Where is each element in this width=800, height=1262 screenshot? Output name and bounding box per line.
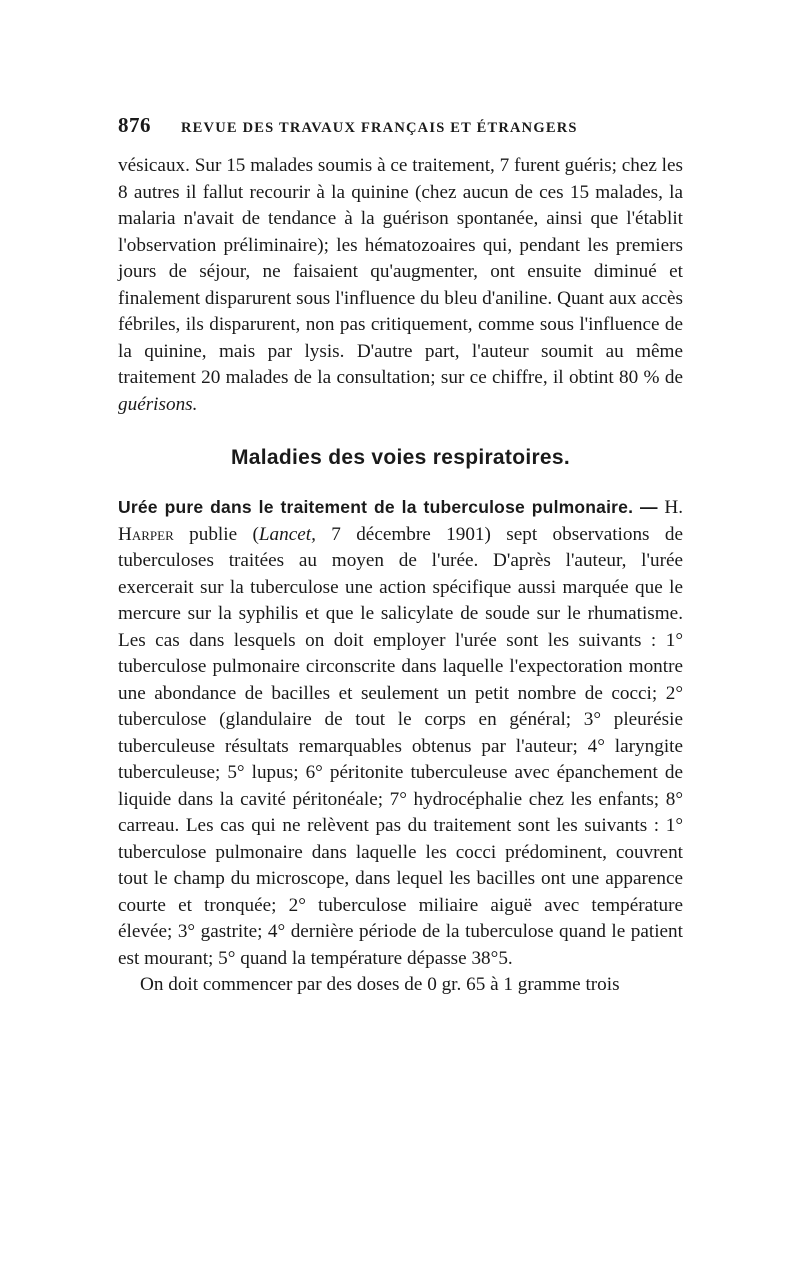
running-title: REVUE DES TRAVAUX FRANÇAIS ET ÉTRANGERS <box>181 120 578 136</box>
emphasis-guerisons: guérisons. <box>118 393 198 415</box>
paragraph-dosage <box>118 972 683 999</box>
article-body: 7 décembre 1901) sept observations de tuberculoses traitées au moyen de l'urée. D'après l'auteur, l'urée exercerait sur la tuberculose une action spécifique aussi marquée que le mercure sur la syphilis et que le salicylate de soude sur le rhumatisme. Les cas dans lesquels on doit employer l'urée sont les suivants : 1° tuberculose pulmonaire circonscrite dans laquelle l'expectoration montre une abondance de bacilles et seulement un petit nombre de cocci; 2° tuberculose (glandulaire de tout le corps en général; 3° pleurésie tuberculeuse résultats remarquables obtenus par l'auteur; 4° laryngite tuberculeuse; 5° lupus; 6° péritonite tuberculeuse avec épanchement de liquide dans la cavité péritonéale; 7° hydrocéphalie chez les enfants; 8° carreau. Les cas qui ne relèvent pas du traitement sont les suivants : 1° tuberculose pulmonaire dans laquelle les cocci prédominent, couvrent tout le champ du microscope, dans lequel les bacilles ont une apparence courte et tronquée; 2° tuberculose miliaire aiguë avec température élevée; 3° gastrite; 4° dernière période de la tuberculose quand le patient est mourant; 5° quand la température dépasse 38°5. <box>118 523 684 969</box>
author-initial: H. <box>664 497 684 518</box>
paragraph-text: vésicaux. Sur 15 malades soumis à ce traitement, 7 furent guéris; chez les 8 autres il fallut recourir à la quinine (chez aucun de ces 15 malades, la malaria n'avait de tendance à la guérison spontanée, ainsi que l'établit l'observation préliminaire); les hématozoaires qui, pendant les premiers jours de séjour, ne faisaient qu'augmenter, ont ensuite diminué et finalement disparurent sous l'influence du bleu d'aniline. Quant aux accès fébriles, ils disparurent, non pas critiquement, comme sous l'influence de la quinine, mais par lysis. D'autre part, l'auteur soumit au même traitement 20 malades de la consultation; sur ce chiffre, il obtint 80 % de <box>118 155 683 388</box>
article-title: Urée pure dans le traitement de la tuberculose pulmonaire. — <box>118 497 658 517</box>
paragraph-dosage-text: On doit commencer par des doses de 0 gr. 65 à 1 gramme trois <box>140 974 620 995</box>
paragraph-malaria-treatment <box>118 153 683 418</box>
article-paragraph <box>118 494 683 972</box>
page-number: 876 <box>118 113 151 137</box>
article-text-intro: publie ( <box>189 523 259 545</box>
journal-name: Lancet, <box>258 523 316 545</box>
document-page <box>118 113 683 999</box>
author-name: Harper <box>118 523 174 545</box>
page-header <box>118 113 683 149</box>
section-heading: Maladies des voies respiratoires. <box>230 446 571 469</box>
